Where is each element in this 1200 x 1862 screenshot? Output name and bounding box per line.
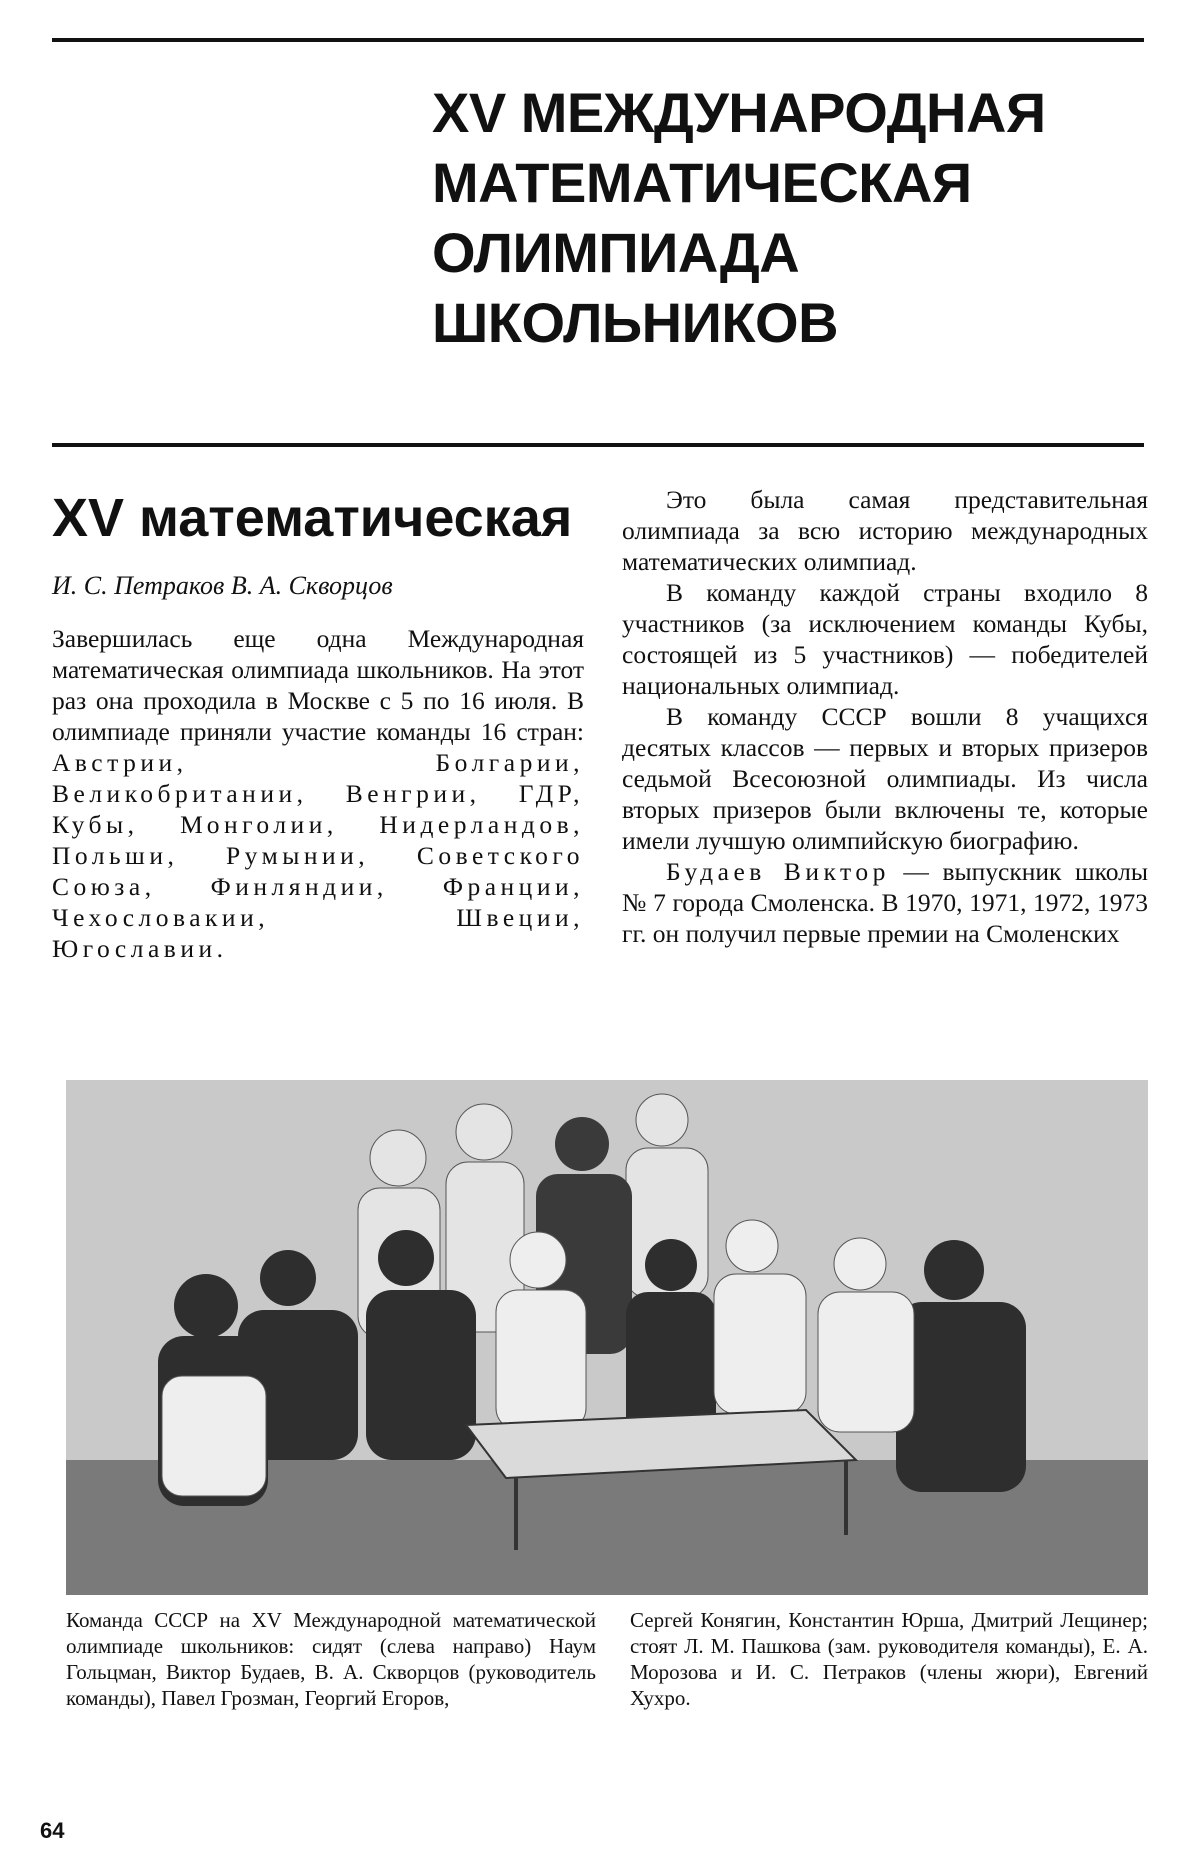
paragraph-team-size: В команду каждой страны входило 8 участников (за исключением команды Кубы, состоящей из 5 участников) — победителей национальных олимпиад.: [622, 578, 1148, 700]
paragraph-representative: Это была самая представительная олимпиада за всю историю международных математических олимпиад.: [622, 485, 1148, 576]
section-title-line: XV МЕЖДУНАРОДНАЯ: [432, 81, 1046, 144]
participant-name: Будаев Виктор: [666, 857, 890, 886]
photo-caption-right: Сергей Конягин, Константин Юрша, Дмитрий Лещинер; стоят Л. М. Пашкова (зам. руководителя команды), Е. А. Морозова и И. С. Петраков (члены жюри), Евгений Хухро.: [630, 1608, 1148, 1710]
team-photo-illustration: [66, 1080, 1148, 1595]
article-authors: И. С. Петраков В. А. Скворцов: [52, 571, 393, 600]
intro-text: Завершилась еще одна Международная математическая олимпиада школьников. На этот раз она проходила в Москве с 5 по 16 июля. В олимпиаде приняли участие команды 16 стран:: [52, 624, 584, 746]
section-divider: [52, 443, 1144, 447]
participant-bio: — выпускник школы № 7 города Смоленска. В 1970, 1971, 1972, 1973 гг. он получил первые премии на Смоленских: [622, 857, 1148, 948]
section-title-line: МАТЕМАТИЧЕСКАЯ: [432, 151, 972, 214]
section-title: [432, 78, 1046, 358]
paragraph-ussr-team: В команду СССР вошли 8 учащихся десятых классов — первых и вторых призеров седьмой Всесоюзной олимпиады. Из числа вторых призеров были включены те, которые имели лучшую олимпийскую биографию.: [622, 702, 1148, 855]
intro-paragraph: [52, 623, 584, 964]
photo-caption-left: Команда СССР на XV Международной математической олимпиаде школьников: сидят (слева направо) Наум Гольцман, Виктор Будаев, В. А. Скворцов (руководитель команды), Павел Грозман, Георгий Егоров,: [66, 1608, 596, 1710]
paragraph-budaev: [622, 856, 1148, 949]
page-number: 64: [40, 1818, 65, 1843]
right-column: [622, 484, 1148, 949]
country-list: Австрии, Болгарии, Великобритании, Венгрии, ГДР, Кубы, Монголии, Нидерландов, Польши, Румынии, Советского Союза, Финляндии, Франции, Чехословакии, Швеции, Югославии.: [52, 748, 584, 963]
top-rule: [52, 38, 1144, 42]
team-photo: [66, 1080, 1148, 1595]
section-title-line: ШКОЛЬНИКОВ: [432, 291, 839, 354]
article-title: XV математическая: [52, 488, 573, 548]
left-column: [52, 488, 584, 964]
section-title-line: ОЛИМПИАДА: [432, 221, 800, 284]
